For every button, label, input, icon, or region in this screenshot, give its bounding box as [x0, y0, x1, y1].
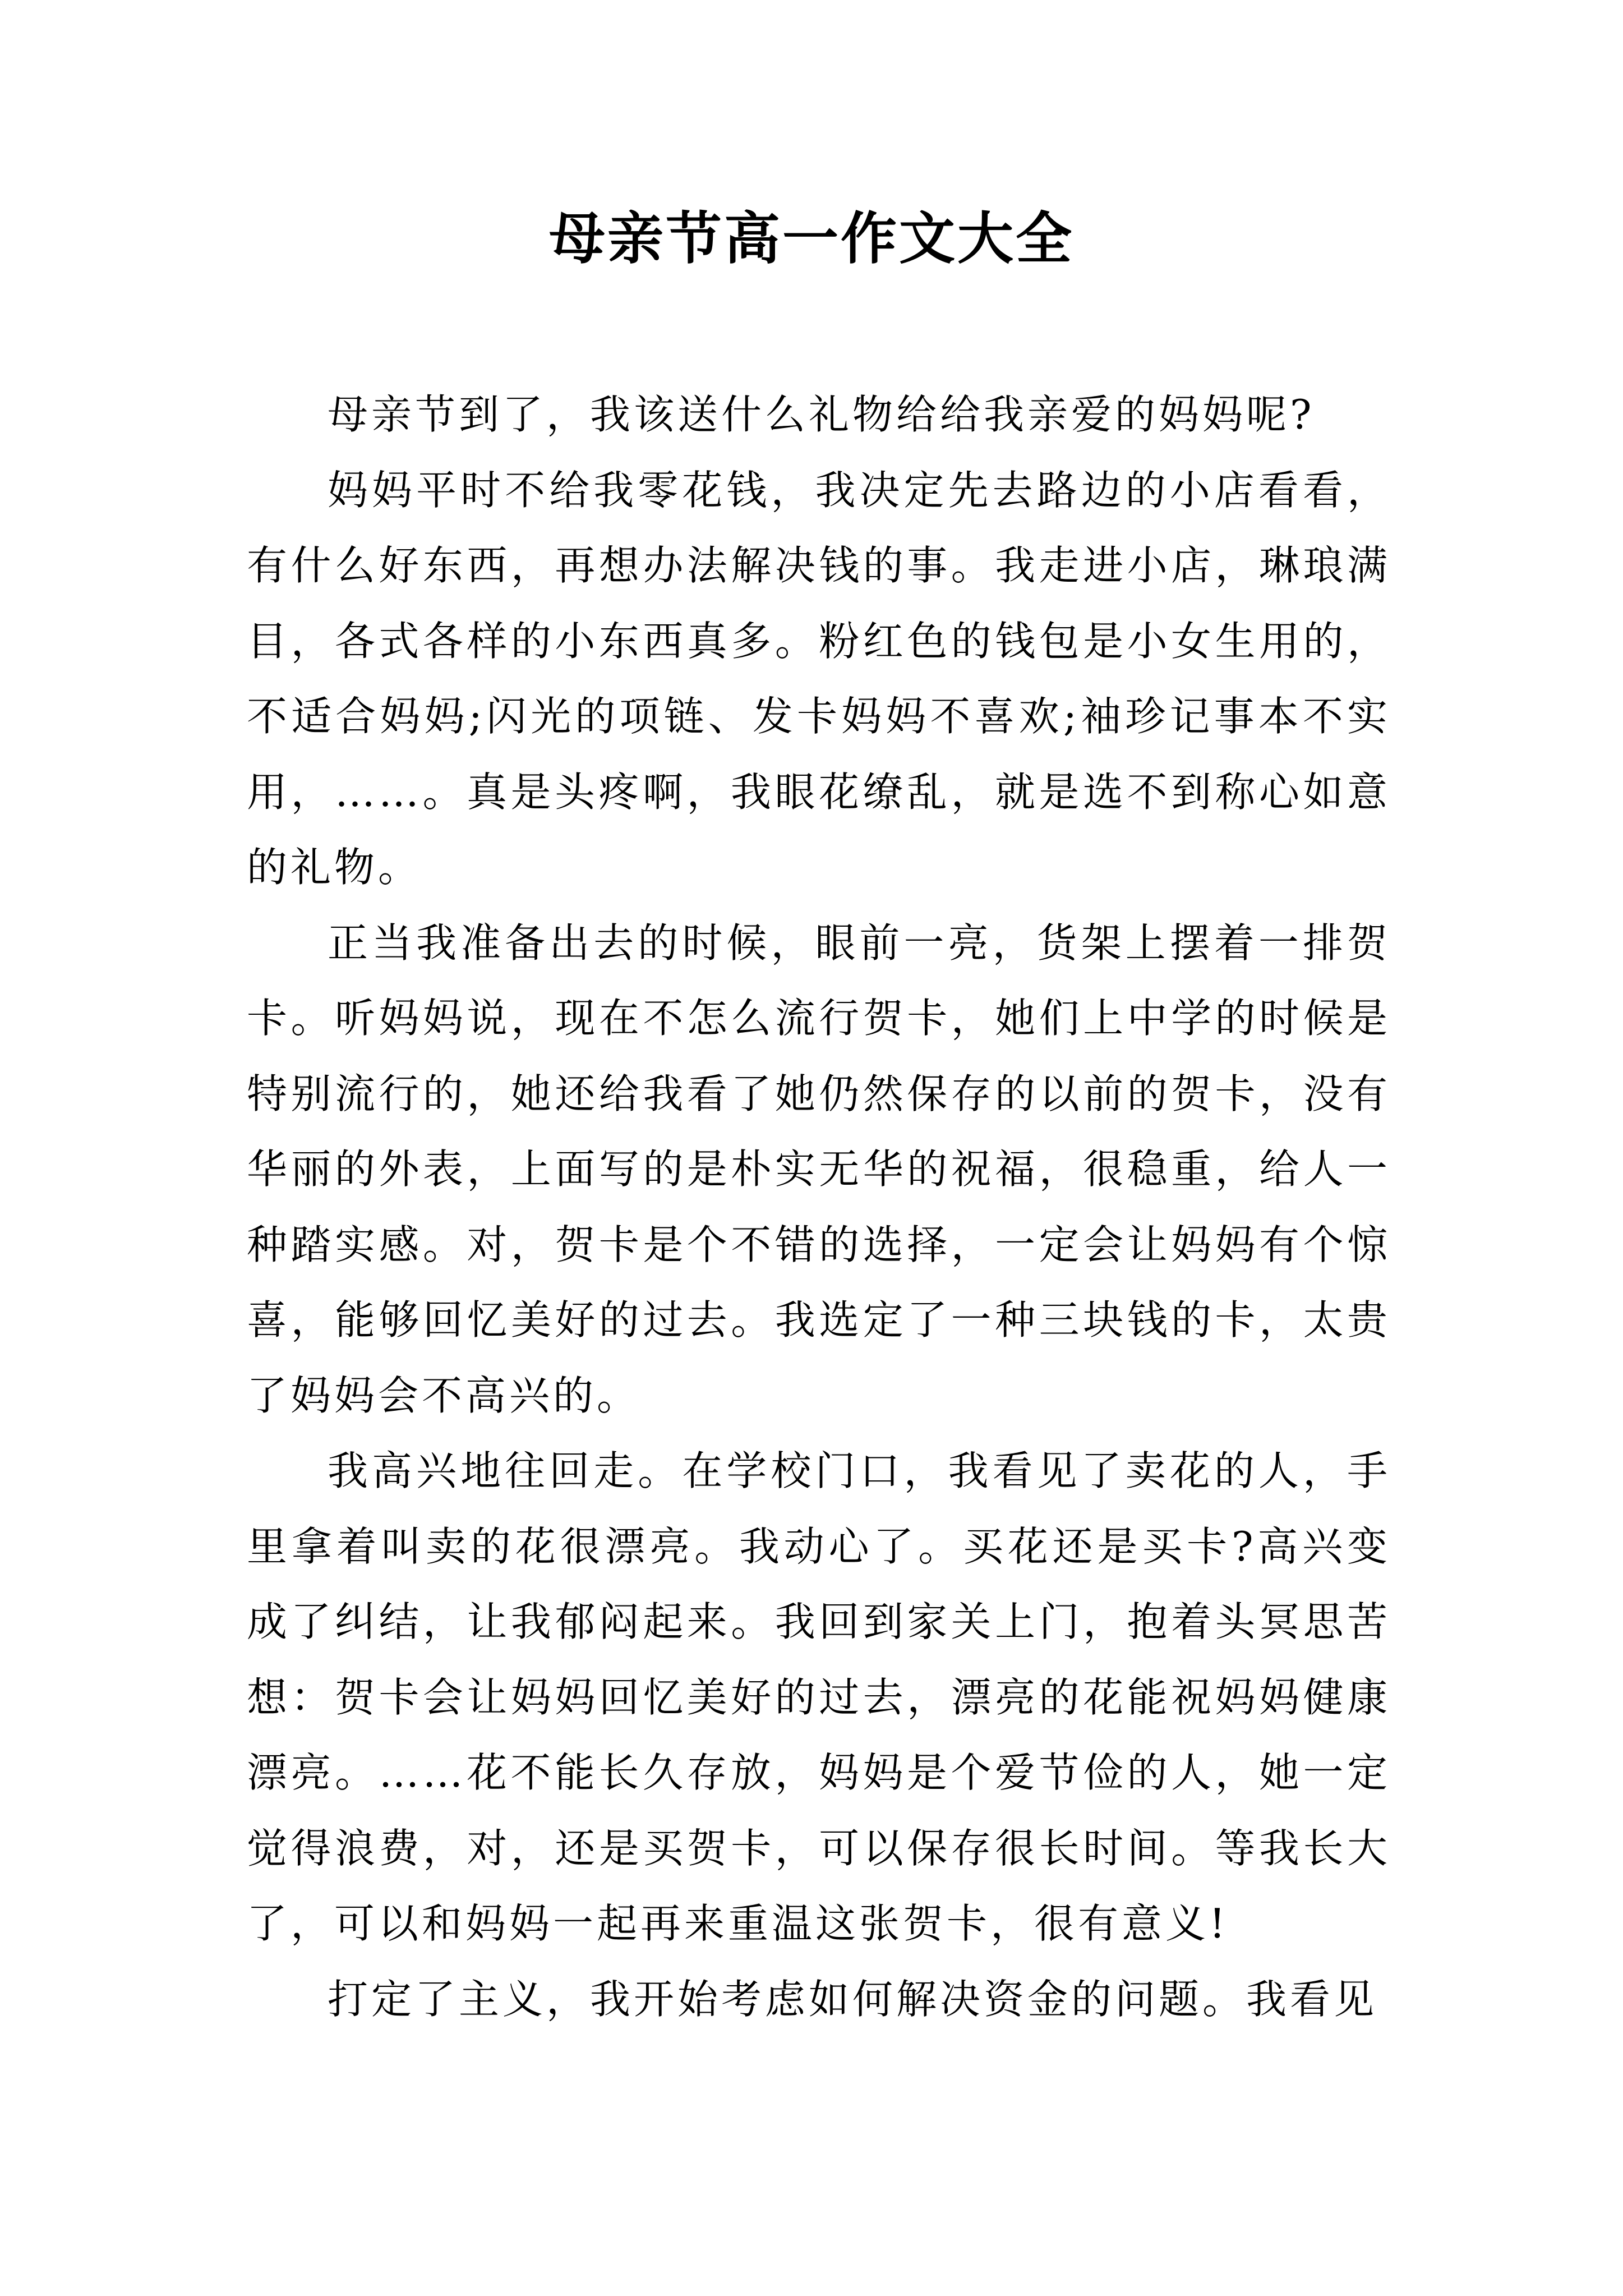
- document-body: [247, 377, 1391, 2037]
- document-title: 母亲节高一作文大全: [549, 205, 1074, 272]
- paragraph-2: 妈妈平时不给我零花钱，我决定先去路边的小店看看，有什么好东西，再想办法解决钱的事。我走进小店，琳琅满目，各式各样的小东西真多。粉红色的钱包是小女生用的，不适合妈妈;闪光的项链、发卡妈妈不喜欢;袖珍记事本不实用，……。真是头疼啊，我眼花缭乱，就是选不到称心如意的礼物。: [247, 466, 1391, 891]
- paragraph-4: 我高兴地往回走。在学校门口，我看见了卖花的人，手里拿着叫卖的花很漂亮。我动心了。买花还是买卡?高兴变成了纠结，让我郁闷起来。我回到家关上门，抱着头冥思苦想：贺卡会让妈妈回忆美好的过去，漂亮的花能祝妈妈健康漂亮。……花不能长久存放，妈妈是个爱节俭的人，她一定觉得浪费，对，还是买贺卡，可以保存很长时间。等我长大了，可以和妈妈一起再来重温这张贺卡，很有意义!: [247, 1447, 1391, 1947]
- paragraph-1: 母亲节到了，我该送什么礼物给给我亲爱的妈妈呢?: [328, 391, 1315, 438]
- paragraph-5: 打定了主义，我开始考虑如何解决资金的问题。我看见: [328, 1975, 1378, 2023]
- paragraph-3: 正当我准备出去的时候，眼前一亮，货架上摆着一排贺卡。听妈妈说，现在不怎么流行贺卡，她们上中学的时候是特别流行的，她还给我看了她仍然保存的以前的贺卡，没有华丽的外表，上面写的是朴实无华的祝福，很稳重，给人一种踏实感。对，贺卡是个不错的选择，一定会让妈妈有个惊喜，能够回忆美好的过去。我选定了一种三块钱的卡，太贵了妈妈会不高兴的。: [247, 919, 1391, 1419]
